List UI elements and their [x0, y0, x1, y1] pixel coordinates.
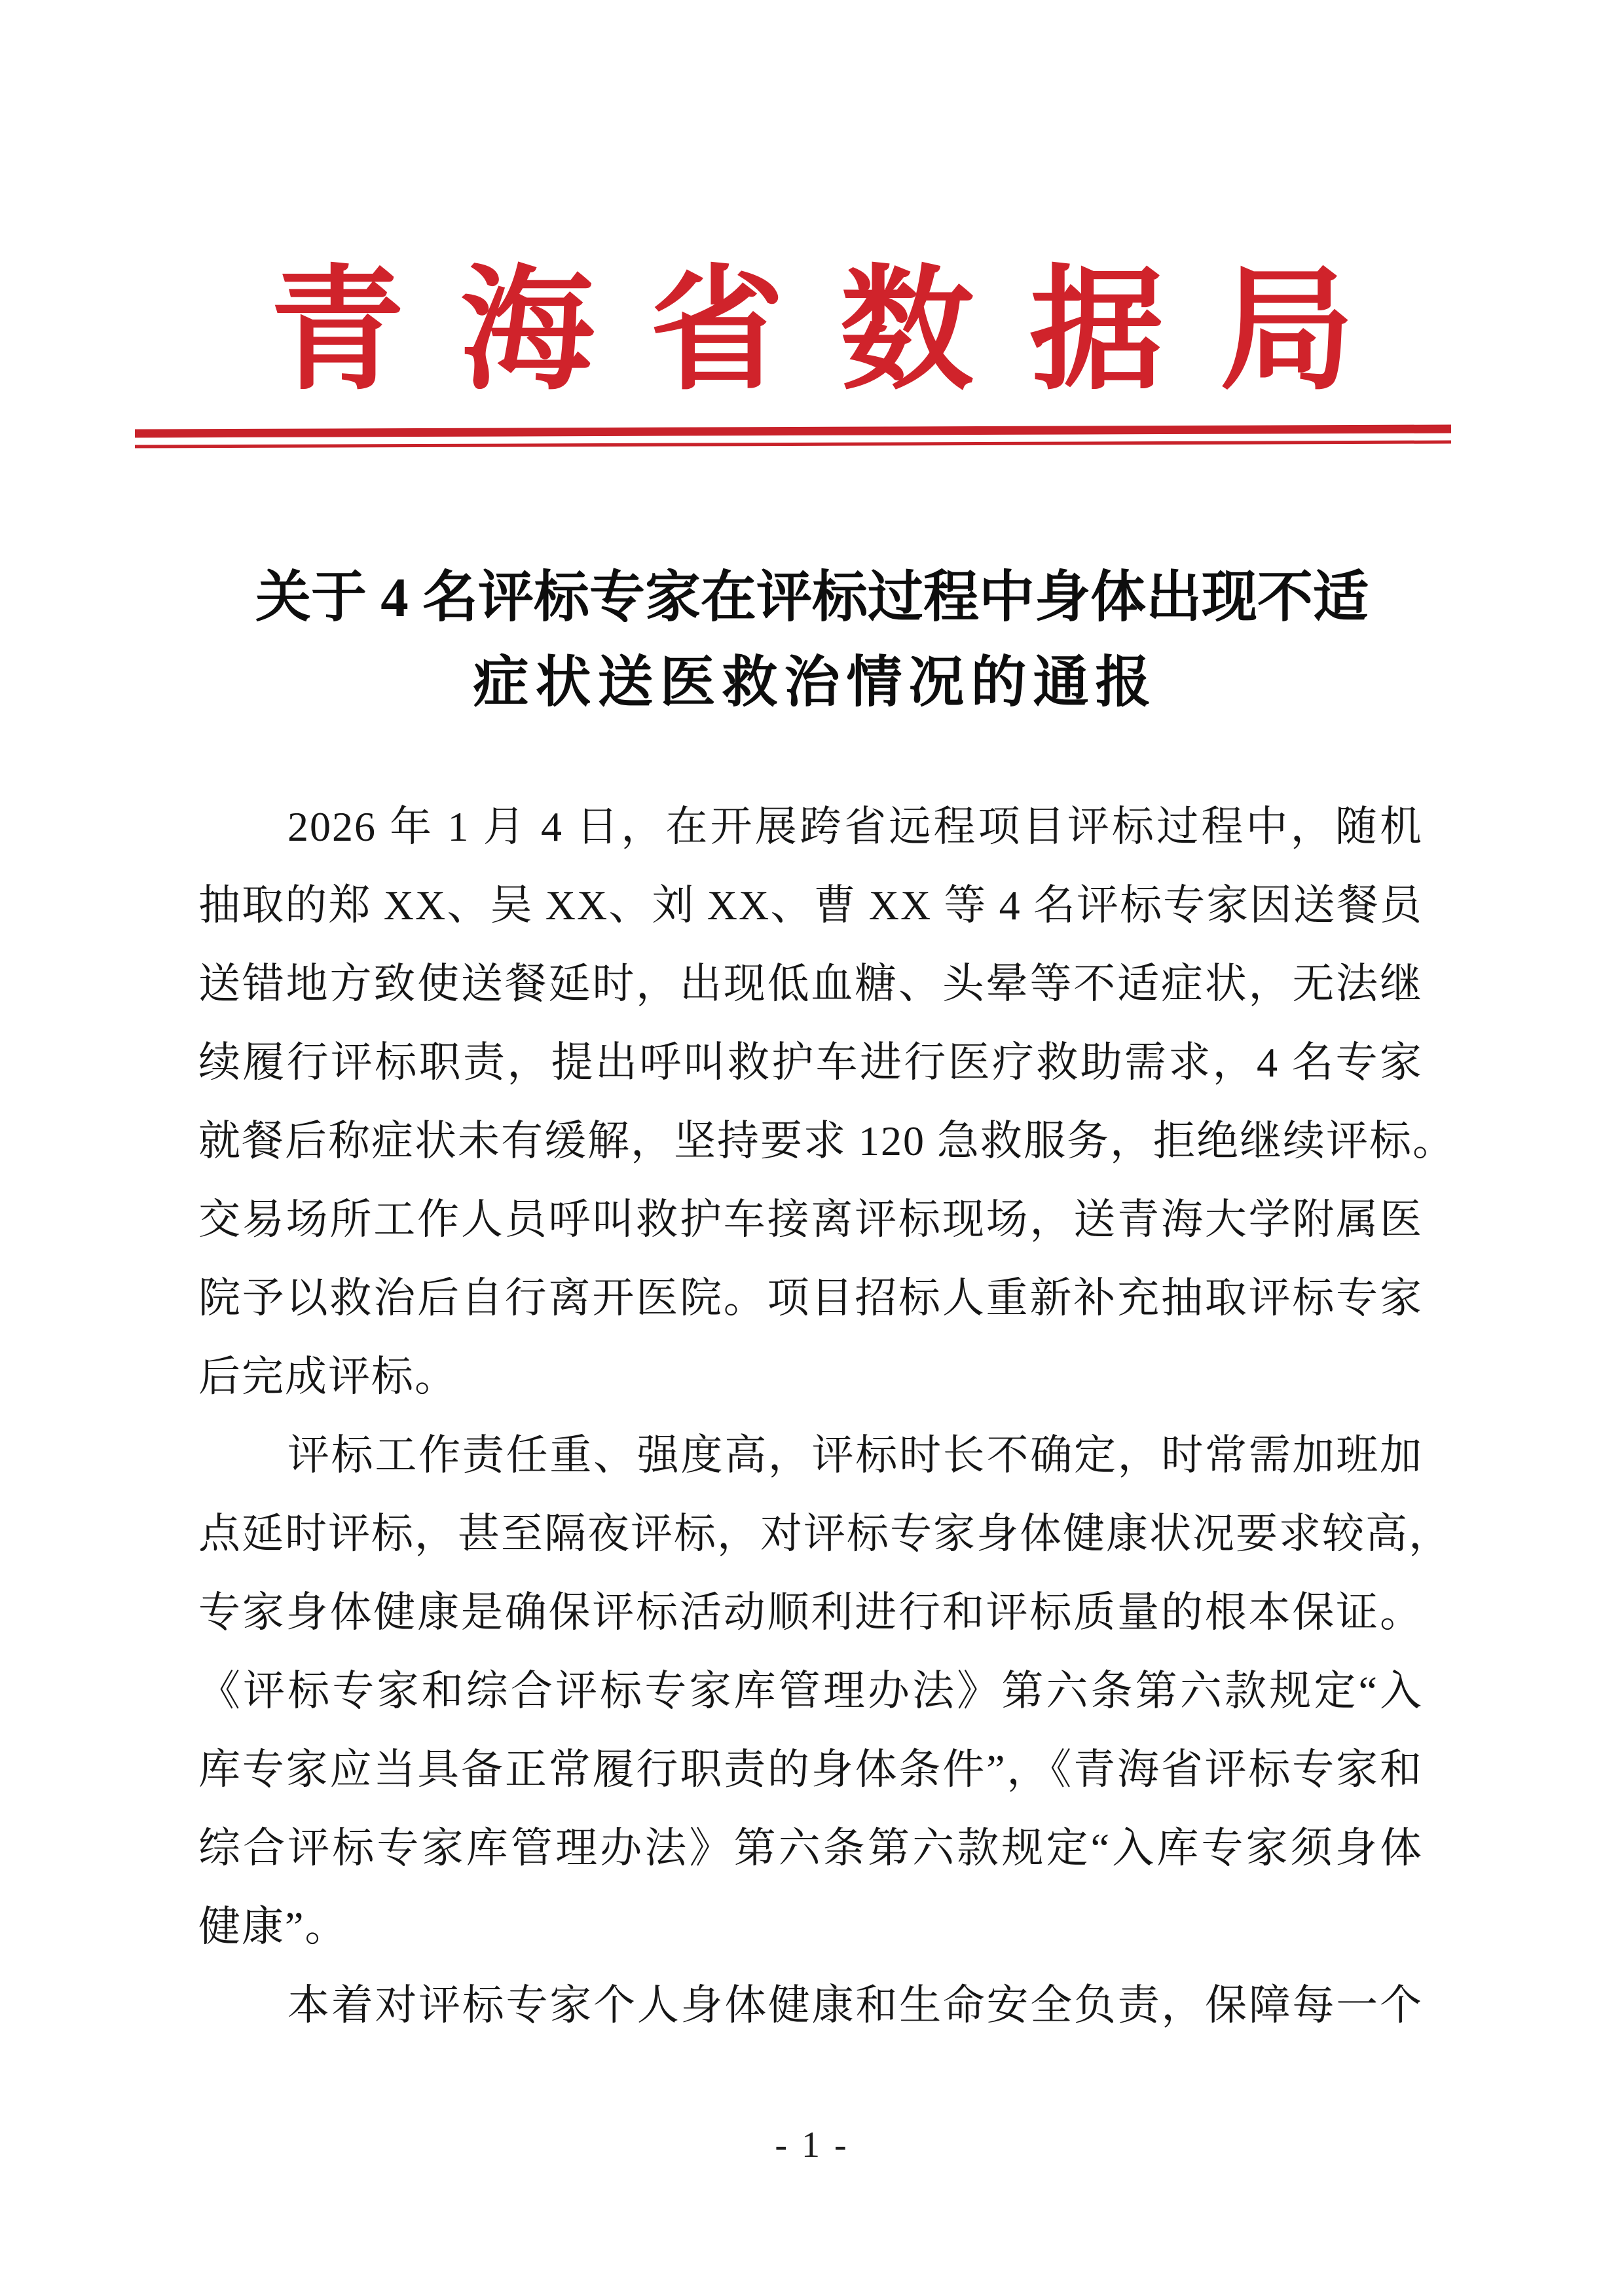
body-line: 续履行评标职责，提出呼叫救护车进行医疗救助需求，4 名专家 [198, 1039, 1423, 1086]
page-number: - 1 - [775, 2125, 849, 2165]
body-line: 《评标专家和综合评标专家库管理办法》第六条第六款规定“入 [198, 1668, 1423, 1714]
body-line: 评标工作责任重、强度高，评标时长不确定，时常需加班加 [287, 1432, 1423, 1478]
letterhead-agency-name: 青海省数据局 [270, 257, 1410, 406]
body-line: 综合评标专家库管理办法》第六条第六款规定“入库专家须身体 [198, 1825, 1423, 1871]
letterhead-rule-thin [135, 440, 1451, 448]
body-line: 专家身体健康是确保评标活动顺利进行和评标质量的根本保证。 [198, 1589, 1423, 1636]
body-line: 交易场所工作人员呼叫救护车接离评标现场，送青海大学附属医 [198, 1196, 1423, 1243]
document-body [198, 788, 1456, 2045]
body-line: 就餐后称症状未有缓解，坚持要求 120 急救服务，拒绝继续评标。 [198, 1118, 1456, 1164]
title-line-2: 症状送医救治情况的通报 [473, 652, 1158, 714]
document-title [0, 555, 1624, 725]
body-line: 健康”。 [198, 1903, 348, 1950]
body-line: 2026 年 1 月 4 日，在开展跨省远程项目评标过程中，随机 [287, 803, 1423, 850]
letterhead-rule-thick [135, 424, 1451, 437]
body-line: 送错地方致使送餐延时，出现低血糖、头晕等不适症状，无法继 [198, 961, 1423, 1007]
body-line: 库专家应当具备正常履行职责的身体条件”，《青海省评标专家和 [198, 1746, 1423, 1793]
body-line: 后完成评标。 [198, 1353, 458, 1400]
title-line-1: 关于 4 名评标专家在评标过程中身体出现不适 [255, 567, 1369, 629]
body-line: 点延时评标，甚至隔夜评标，对评标专家身体健康状况要求较高， [198, 1511, 1452, 1557]
body-line: 院予以救治后自行离开医院。项目招标人重新补充抽取评标专家 [198, 1275, 1423, 1321]
body-line: 抽取的郑 XX、吴 XX、刘 XX、曹 XX 等 4 名评标专家因送餐员 [198, 882, 1423, 928]
body-line: 本着对评标专家个人身体健康和生命安全负责，保障每一个 [287, 1982, 1423, 2029]
